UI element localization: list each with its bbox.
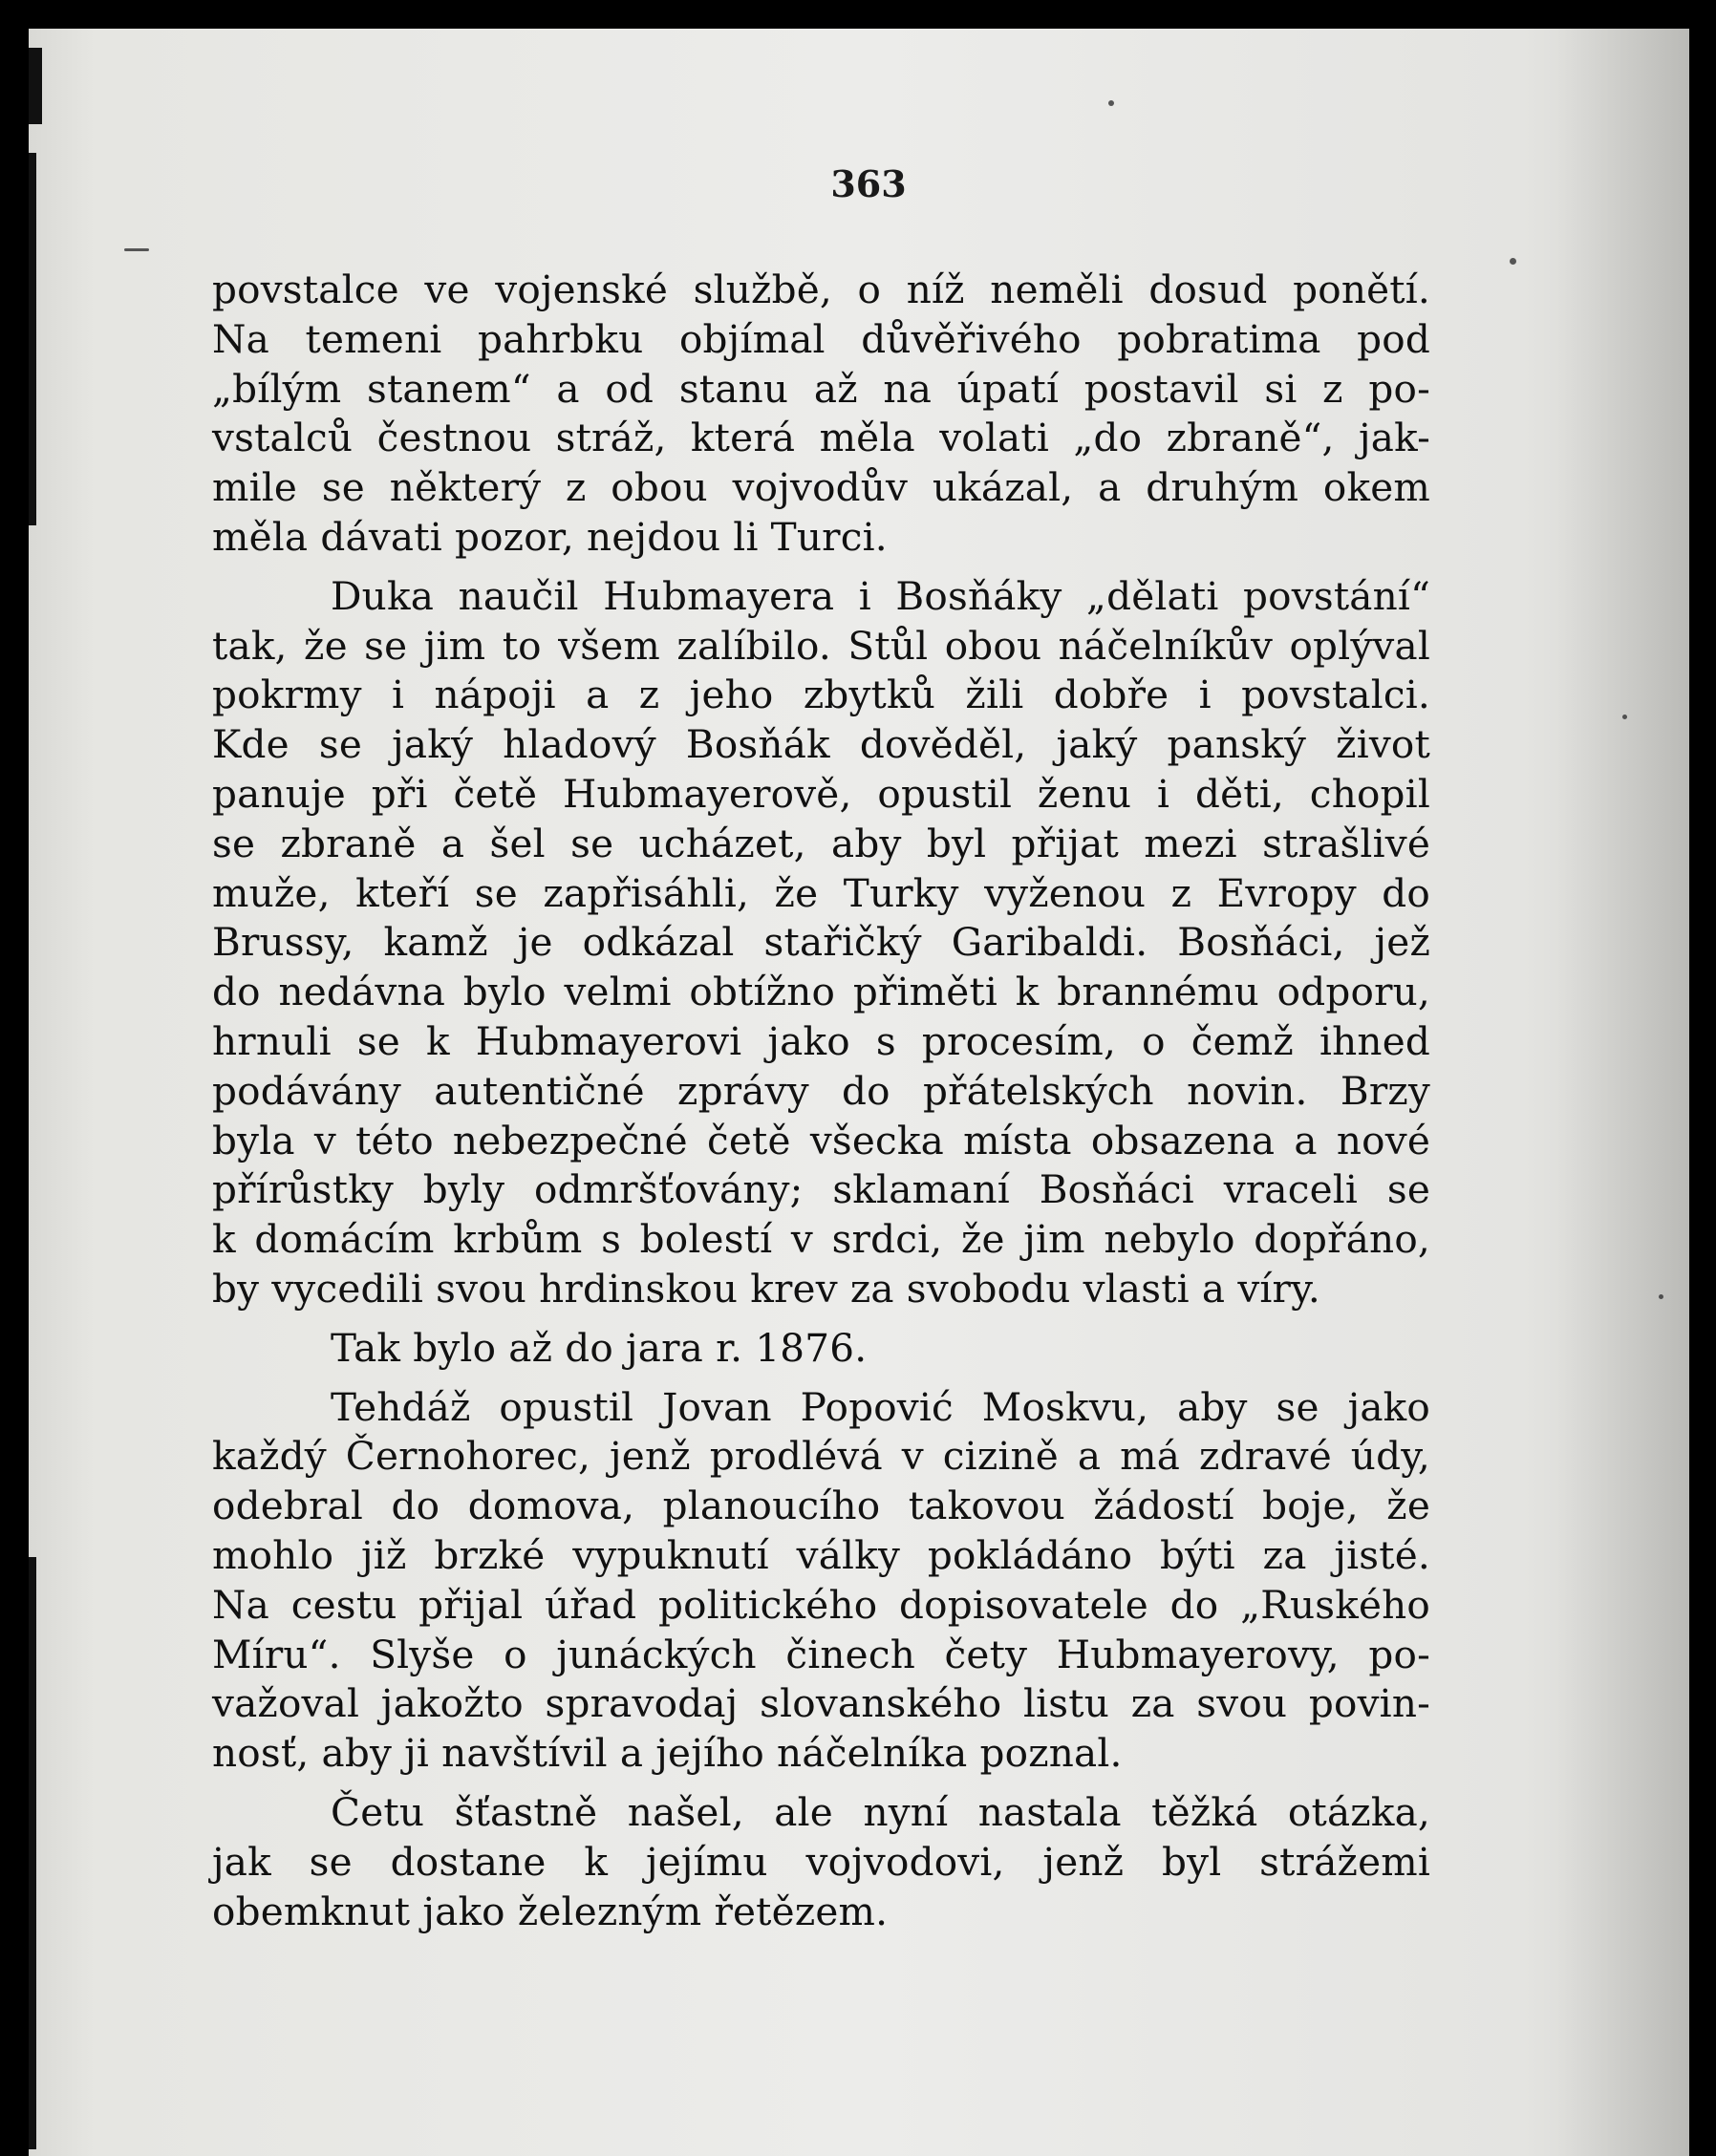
text-line: obemknut jako železným řetězem. — [212, 1888, 889, 1934]
text-line: přírůstky byly odmršťovány; sklamaní Bosňáci vraceli se — [212, 1166, 1430, 1213]
text-line: važoval jakožto spravodaj slovanského listu za svou povin- — [212, 1680, 1430, 1727]
text-line: „bílým stanem“ a od stanu až na úpatí postavil si z po- — [212, 365, 1430, 412]
text-line: Kde se jaký hladový Bosňák dověděl, jaký panský život — [212, 721, 1430, 768]
text-line: Brussy, kamž je odkázal stařičký Garibaldi. Bosňáci, jež — [212, 919, 1430, 966]
text-line: povstalce ve vojenské službě, o níž neměli dosud ponětí. — [212, 267, 1430, 312]
binding-mark — [29, 153, 36, 525]
body-text — [212, 266, 1430, 1936]
text-line: měla dávati pozor, nejdou li Turci. — [212, 513, 888, 560]
text-line: Tehdáž opustil Jovan Popović Moskvu, aby se jako — [331, 1383, 1430, 1430]
scan-speck — [1659, 1294, 1663, 1299]
text-line: odebral do domova, planoucího takovou žádostí boje, že — [212, 1483, 1430, 1529]
text-line: byla v této nebezpečné četě všecka místa obsazena a nové — [212, 1117, 1430, 1163]
text-line: Tak bylo až do jara r. 1876. — [331, 1324, 868, 1371]
text-line: pokrmy i nápoji a z jeho zbytků žili dobře i povstalci. — [212, 672, 1430, 718]
scan-speck — [1108, 100, 1114, 106]
scan-speck — [1510, 258, 1516, 265]
paragraph-gap — [212, 1374, 1430, 1383]
binding-mark — [29, 1557, 36, 2149]
paragraph-gap — [212, 1314, 1430, 1324]
scan-speck — [1622, 715, 1627, 719]
text-line: muže, kteří se zapřisáhli, že Turky vyženou z Evropy do — [212, 869, 1430, 916]
text-line: panuje při četě Hubmayerově, opustil ženu i děti, chopil — [212, 770, 1430, 817]
text-line: Na cestu přijal úřad politického dopisovatele do „Ruského — [212, 1581, 1430, 1628]
text-line: k domácím krbům s bolestí v srdci, že jim nebylo dopřáno, — [212, 1216, 1430, 1263]
text-line: Míru“. Slyše o junáckých činech čety Hubmayerovy, po- — [212, 1631, 1430, 1677]
text-line: Duka naučil Hubmayera i Bosňáky „dělati povstání“ — [331, 572, 1430, 619]
text-line: mile se některý z obou vojvodův ukázal, a druhým okem — [212, 464, 1430, 511]
text-line: Četu šťastně našel, ale nyní nastala těžká otázka, — [331, 1788, 1430, 1835]
page-number: 363 — [830, 162, 907, 205]
text-line: se zbraně a šel se ucházet, aby byl přijat mezi strašlivé — [212, 820, 1430, 866]
text-line: vstalců čestnou stráž, která měla volati „do zbraně“, jak- — [212, 415, 1430, 461]
text-line: podávány autentičné zprávy do přátelských novin. Brzy — [212, 1067, 1430, 1114]
text-line: nosť, aby ji navštívil a jejího náčelníka poznal. — [212, 1730, 1123, 1777]
book-page — [29, 29, 1689, 2156]
text-line: do nedávna bylo velmi obtížno přiměti k brannému odporu, — [212, 969, 1430, 1015]
text-line: jak se dostane k jejímu vojvodovi, jenž byl strážemi — [212, 1838, 1430, 1885]
text-line: by vycedili svou hrdinskou krev za svobodu vlasti a víry. — [212, 1265, 1320, 1312]
text-line: tak, že se jim to všem zalíbilo. Stůl obou náčelníkův oplýval — [212, 622, 1430, 669]
binding-mark — [29, 48, 42, 124]
text-line: mohlo již brzké vypuknutí války pokládáno býti za jisté. — [212, 1531, 1430, 1578]
paragraph-gap — [212, 1779, 1430, 1788]
text-line: každý Černohorec, jenž prodlévá v cizině a má zdravé údy, — [212, 1433, 1430, 1480]
text-line: hrnuli se k Hubmayerovi jako s procesím, o čemž ihned — [212, 1017, 1430, 1064]
text-line: Na temeni pahrbku objímal důvěřivého pobratima pod — [212, 315, 1430, 362]
paragraph-gap — [212, 563, 1430, 572]
scan-speck — [124, 248, 149, 251]
